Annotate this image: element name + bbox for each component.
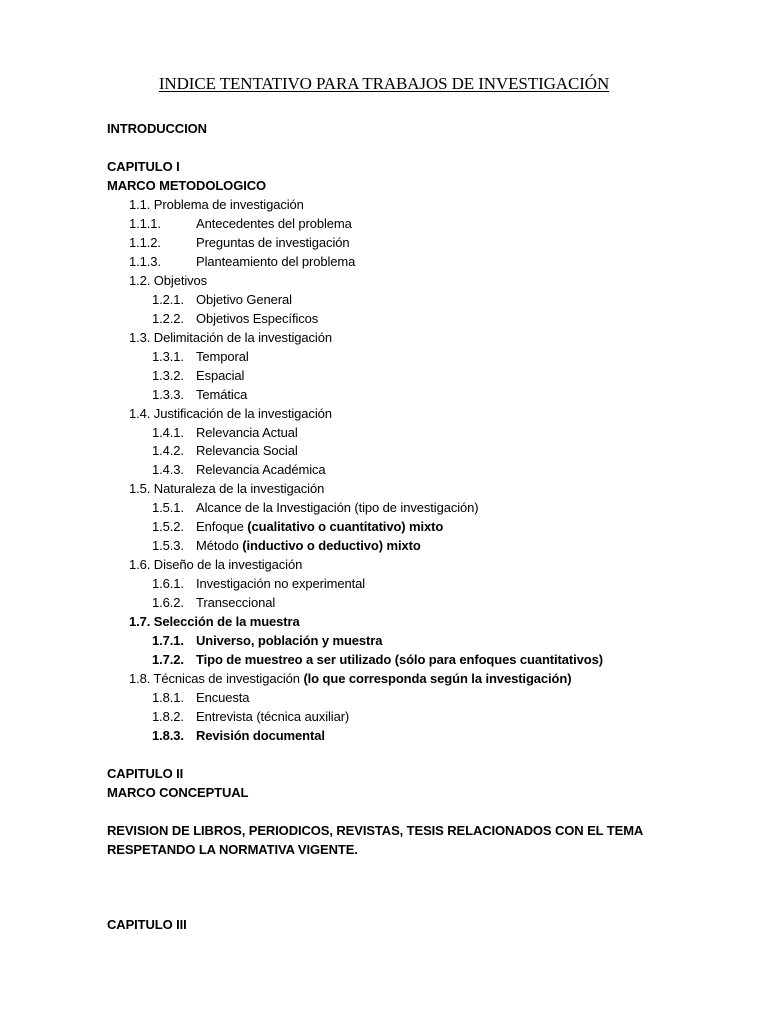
capitulo-1-name: MARCO METODOLOGICO bbox=[107, 178, 267, 193]
section-text-plain: Enfoque bbox=[196, 519, 248, 534]
section-number: 1.3.2. bbox=[152, 368, 184, 383]
capitulo-2-label: CAPITULO II bbox=[107, 766, 184, 781]
capitulo-1-label: CAPITULO I bbox=[107, 159, 180, 174]
section-number: 1.3.3. bbox=[152, 387, 184, 402]
section-number: 1.7.2. bbox=[152, 652, 184, 667]
capitulo-3-label: CAPITULO III bbox=[107, 917, 187, 932]
section-text: Alcance de la Investigación (tipo de investigación) bbox=[196, 500, 479, 515]
document-title: INDICE TENTATIVO PARA TRABAJOS DE INVESTIGACIÓN bbox=[158, 74, 610, 93]
section-text: Investigación no experimental bbox=[196, 576, 366, 591]
section-number: 1.3.1. bbox=[152, 349, 184, 364]
section-number: 1.1.2. bbox=[129, 235, 161, 250]
section-text: Universo, población y muestra bbox=[196, 633, 383, 648]
section-text: Temática bbox=[196, 387, 248, 402]
section-number: 1.5.2. bbox=[152, 519, 184, 534]
section-number: 1.4.2. bbox=[152, 443, 184, 458]
section-text-bold: (inductivo o deductivo) mixto bbox=[242, 538, 421, 553]
section-text: Relevancia Académica bbox=[196, 462, 326, 477]
section-text: Entrevista (técnica auxiliar) bbox=[196, 709, 350, 724]
section-number: 1.2.1. bbox=[152, 292, 184, 307]
introduccion-heading: INTRODUCCION bbox=[107, 121, 207, 136]
section-text: Relevancia Social bbox=[196, 443, 298, 458]
section-text: Objetivos Específicos bbox=[196, 311, 319, 326]
section-number: 1.4.3. bbox=[152, 462, 184, 477]
section-1-3: 1.3. Delimitación de la investigación bbox=[129, 330, 332, 345]
section-number: 1.7.1. bbox=[152, 633, 184, 648]
section-text: Espacial bbox=[196, 368, 245, 383]
section-text: Preguntas de investigación bbox=[196, 235, 350, 250]
section-1-1: 1.1. Problema de investigación bbox=[129, 197, 304, 212]
section-1-2: 1.2. Objetivos bbox=[129, 273, 208, 288]
section-number: 1.2.2. bbox=[152, 311, 184, 326]
section-text: Tipo de muestreo a ser utilizado (sólo para enfoques cuantitativos) bbox=[196, 652, 603, 667]
section-text: Temporal bbox=[196, 349, 249, 364]
section-text-plain: Método bbox=[196, 538, 243, 553]
capitulo-2-note-line-1: REVISION DE LIBROS, PERIODICOS, REVISTAS, TESIS RELACIONADOS CON EL TEMA bbox=[107, 823, 644, 838]
section-number: 1.1.3. bbox=[129, 254, 161, 269]
section-number: 1.6.1. bbox=[152, 576, 184, 591]
section-1-4: 1.4. Justificación de la investigación bbox=[129, 406, 332, 421]
section-text: Encuesta bbox=[196, 690, 250, 705]
section-1-7: 1.7. Selección de la muestra bbox=[129, 614, 300, 629]
section-number: 1.5.1. bbox=[152, 500, 184, 515]
section-text-bold: (cualitativo o cuantitativo) mixto bbox=[247, 519, 444, 534]
section-number: 1.8.3. bbox=[152, 728, 184, 743]
section-number: 1.6.2. bbox=[152, 595, 184, 610]
section-text: Transeccional bbox=[196, 595, 276, 610]
section-1-5: 1.5. Naturaleza de la investigación bbox=[129, 481, 325, 496]
section-text: Revisión documental bbox=[196, 728, 325, 743]
capitulo-2-note-line-2: RESPETANDO LA NORMATIVA VIGENTE. bbox=[107, 842, 358, 857]
section-number: 1.1.1. bbox=[129, 216, 161, 231]
capitulo-2-name: MARCO CONCEPTUAL bbox=[107, 785, 249, 800]
section-text: Planteamiento del problema bbox=[196, 254, 356, 269]
section-text-bold: (lo que corresponda según la investigación) bbox=[303, 671, 572, 686]
section-text: Antecedentes del problema bbox=[196, 216, 352, 231]
section-1-8 bbox=[129, 670, 571, 687]
section-number: 1.5.3. bbox=[152, 538, 184, 553]
section-text bbox=[196, 537, 421, 554]
section-text: Relevancia Actual bbox=[196, 425, 298, 440]
section-number: 1.4.1. bbox=[152, 425, 184, 440]
section-1-6: 1.6. Diseño de la investigación bbox=[129, 557, 303, 572]
section-text bbox=[196, 518, 443, 535]
section-text: Objetivo General bbox=[196, 292, 292, 307]
section-text-plain: 1.8. Técnicas de investigación bbox=[129, 671, 304, 686]
section-number: 1.8.1. bbox=[152, 690, 184, 705]
section-number: 1.8.2. bbox=[152, 709, 184, 724]
